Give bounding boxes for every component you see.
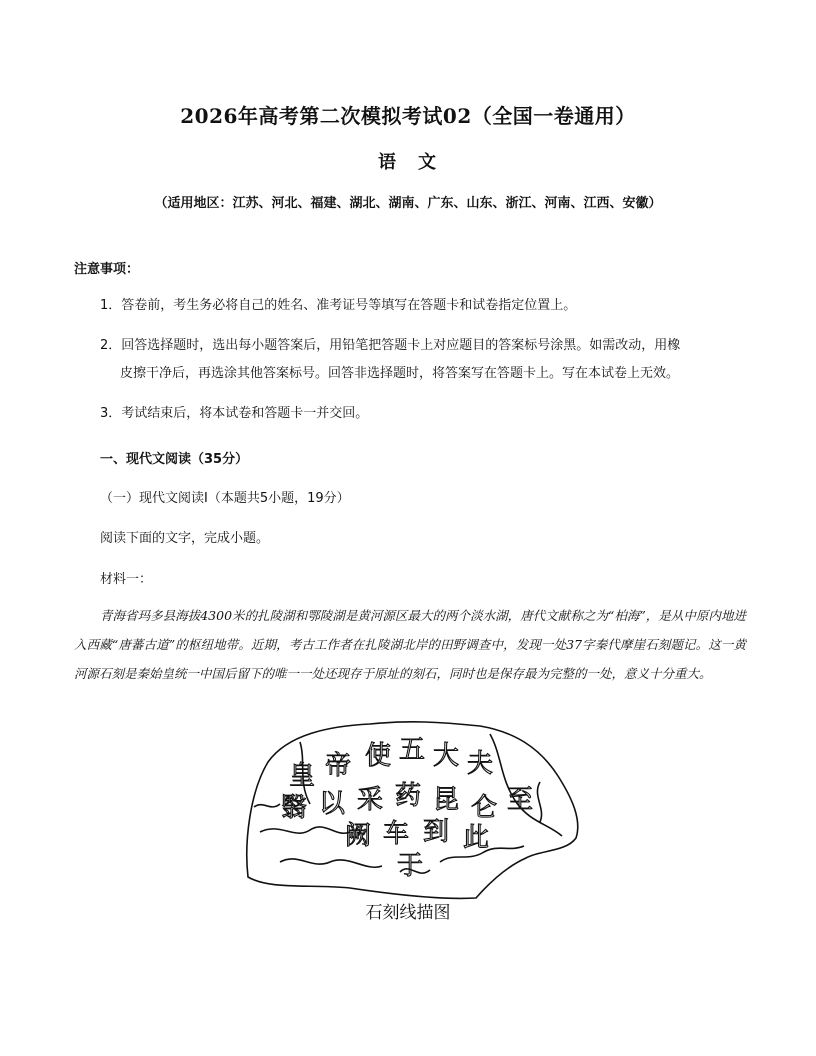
inscription-char: 大 [432, 741, 460, 771]
figure-caption: 石刻线描图 [365, 903, 451, 923]
inscription-char: 仑 [470, 793, 498, 823]
material-label: 材料一： [100, 572, 153, 587]
reading-instruction: 阅读下面的文字，完成小题。 [100, 531, 270, 546]
material-paragraph: 青海省玛多县海拔4300米的扎陵湖和鄂陵湖是黄河源区最大的两个淡水湖，唐代文献称之为“柏海”，是从中原内地进入西藏“唐蕃古道”的枢纽地带。近期，考古工作者在扎陵湖北岸的田野调查中，发现一处37字秦代摩崖石刻题记。这一黄河源石刻是秦始皇统一中国后留下的唯一一处还现存于原址的刻石，同时也是保存最为完整的一处，意义十分重大。 [74, 608, 746, 681]
notice-item-2-text: 2．回答选择题时，选出每小题答案后，用铅笔把答题卡上对应题目的答案标号涂黑。如需改动，用橡 [100, 338, 681, 353]
inscription-char: 皇 [288, 761, 316, 791]
inscription-char: 至 [506, 785, 534, 815]
rock-crack [280, 859, 382, 867]
rock-crack [260, 827, 350, 833]
inscription-char: 使 [364, 741, 392, 771]
inscription-char: 车 [382, 819, 410, 849]
subsection-title: （一）现代文阅读Ⅰ（本题共5小题，19分） [100, 491, 350, 506]
applicable-regions: （适用地区：江苏、河北、福建、湖北、湖南、广东、山东、浙江、河南、江西、安徽） [154, 196, 662, 211]
inscription-char: 五 [398, 735, 426, 765]
inscription-char: 此 [462, 823, 490, 853]
inscription-char: 阙 [344, 821, 372, 851]
notice-item-2 [100, 332, 750, 388]
subject-heading: 语 文 [378, 152, 438, 173]
notice-item-1-text: 1．答卷前，考生务必将自己的姓名、准考证号等填写在答题卡和试卷指定位置上。 [100, 298, 577, 313]
notice-item-1 [100, 292, 750, 320]
inscription-char: 到 [422, 817, 450, 847]
exam-title: 2026年高考第二次模拟考试02（全国一卷通用） [180, 104, 636, 128]
stone-inscription-line-drawing [240, 712, 585, 902]
notice-item-3-text: 3．考试结束后，将本试卷和答题卡一并交回。 [100, 406, 369, 421]
notice-item-2-continuation: 皮擦干净后，再选涂其他答案标号。回答非选择题时，将答案写在答题卡上。写在本试卷上无效。 [120, 366, 680, 381]
inscription-char: 以 [318, 789, 346, 819]
inscription-char: 于 [396, 851, 424, 881]
inscription-char: 采 [356, 785, 384, 815]
inscription-char: 昆 [432, 785, 460, 815]
inscription-char: 帝 [324, 751, 352, 781]
inscription-char: 夫 [466, 749, 494, 779]
inscription-char: 翳 [280, 793, 308, 823]
rock-crack [537, 782, 541, 822]
inscription-char: 药 [394, 781, 422, 811]
section-title: 一、现代文阅读（35分） [100, 452, 249, 467]
notice-item-3 [100, 400, 750, 428]
rock-crack [254, 804, 280, 807]
notice-title: 注意事项： [74, 262, 140, 277]
